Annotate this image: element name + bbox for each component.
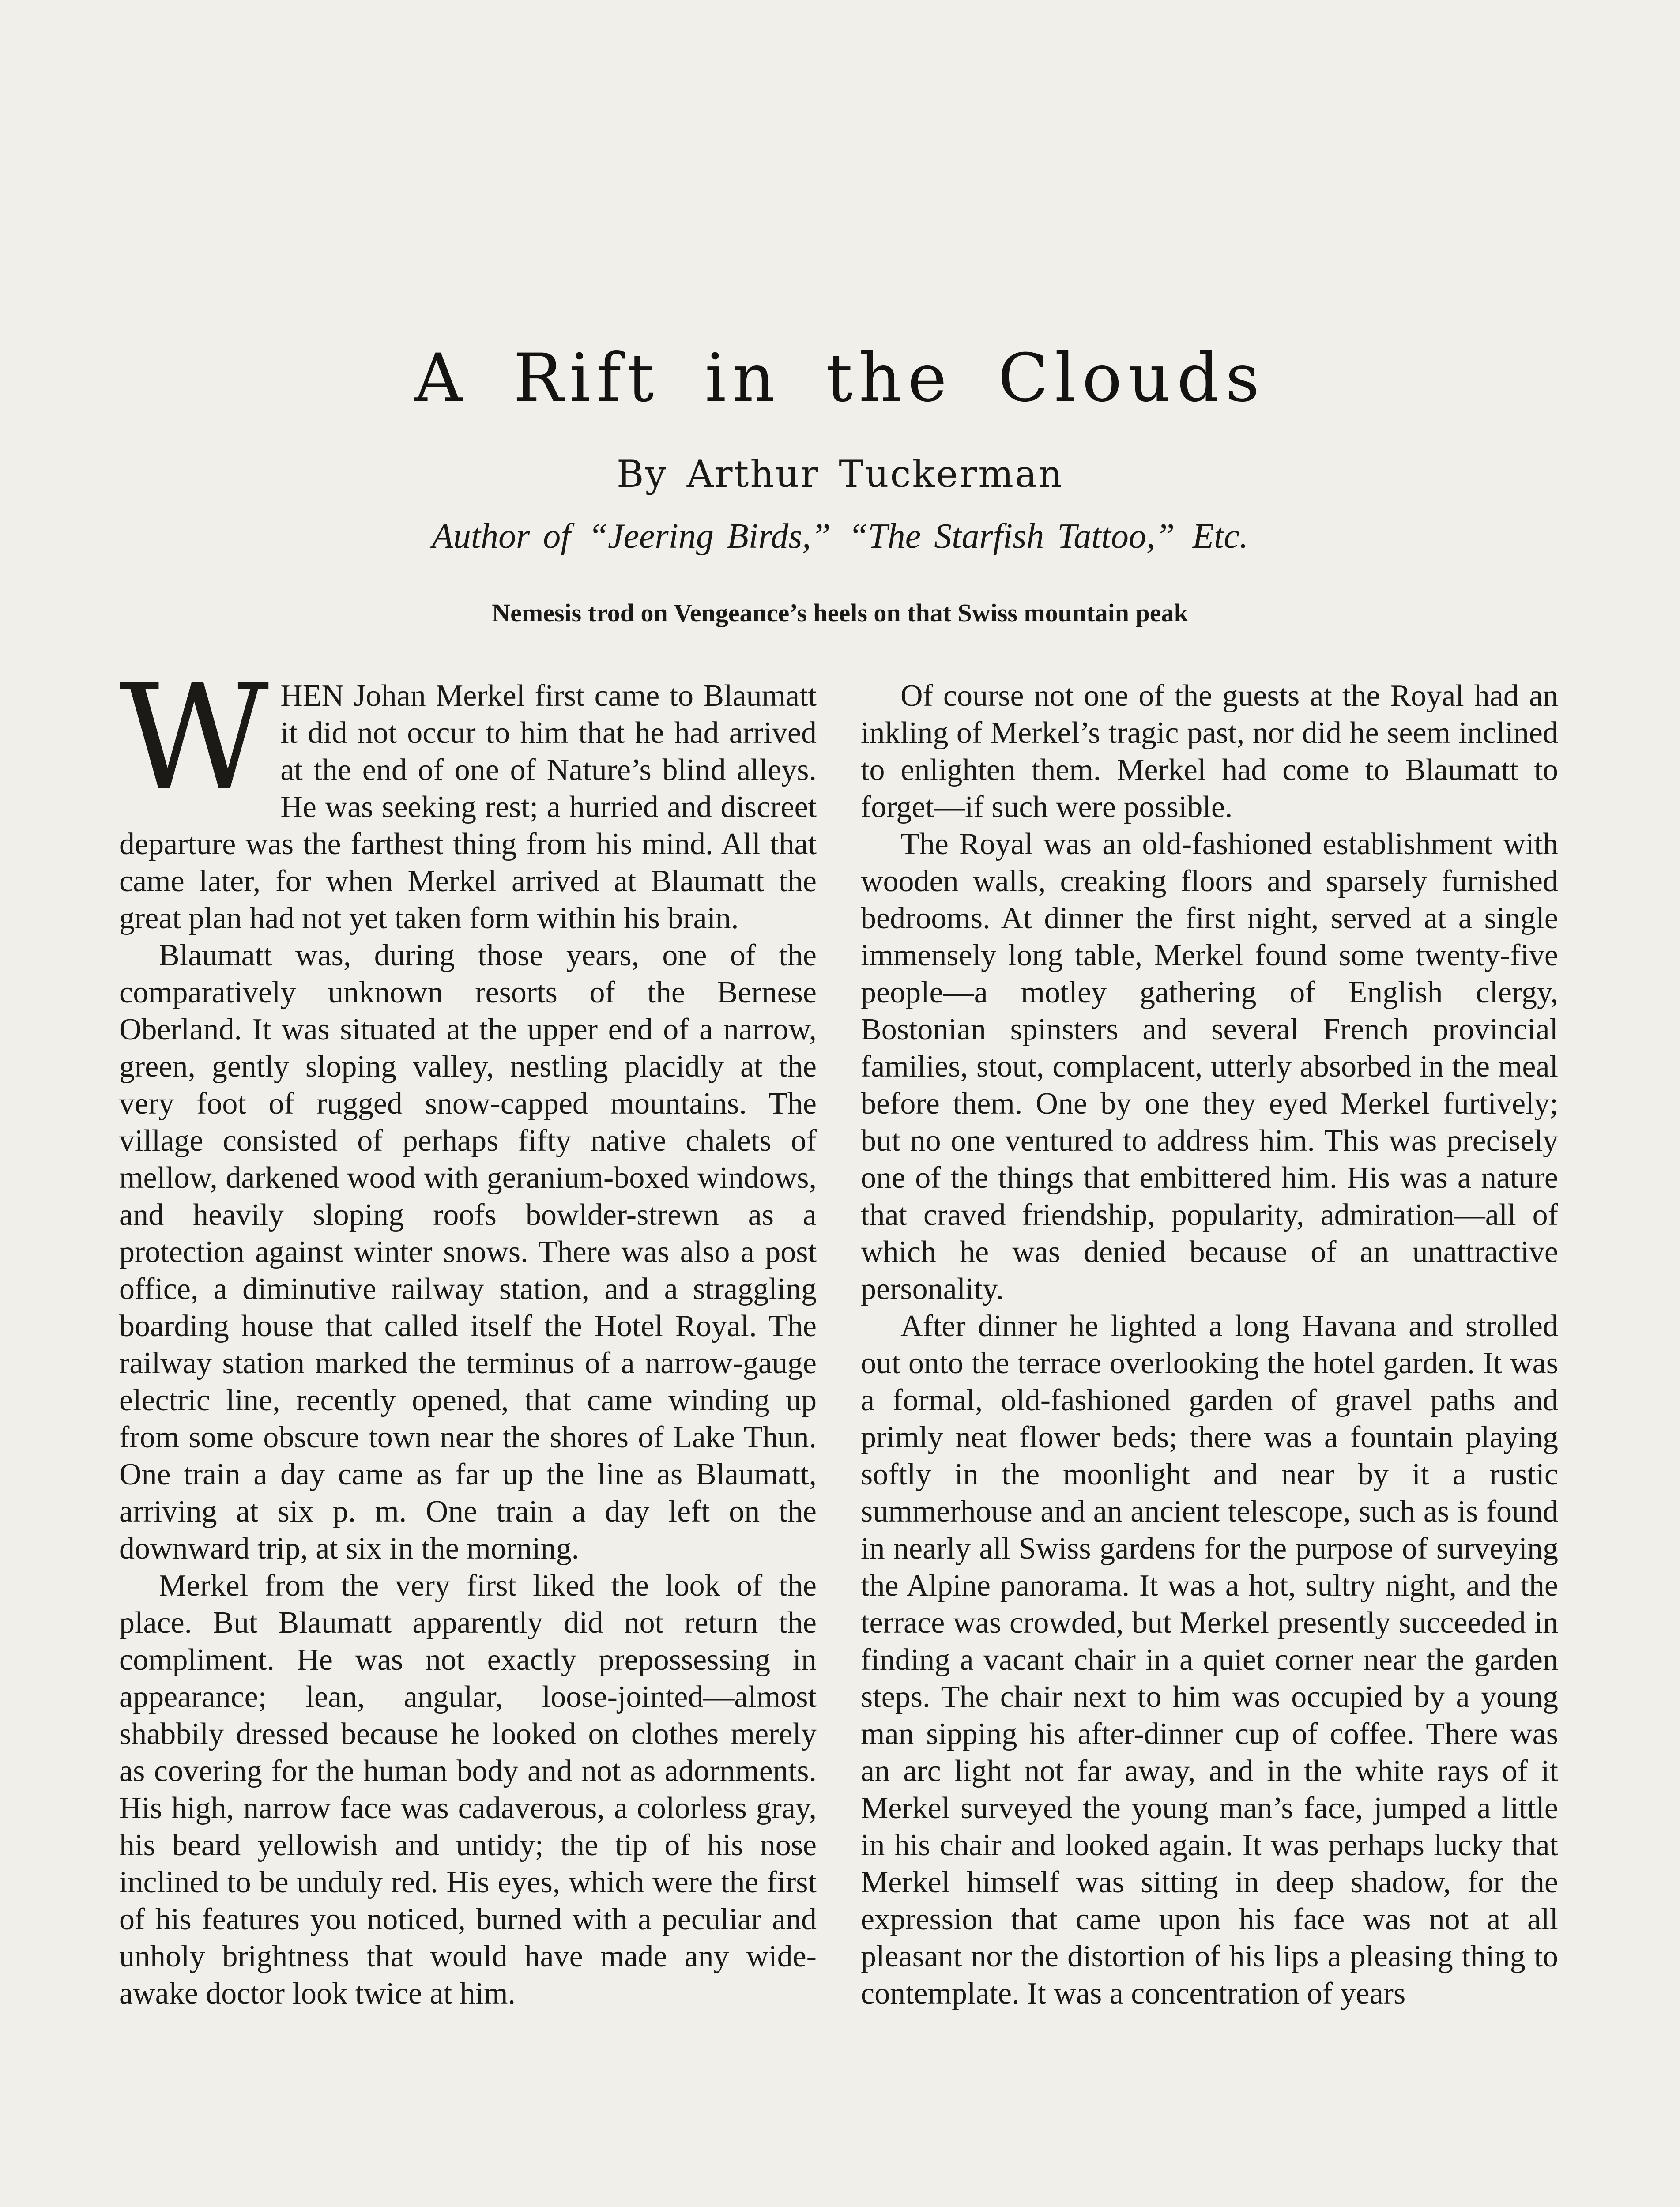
drop-cap: W xyxy=(119,653,269,822)
paragraph xyxy=(119,653,817,937)
story-blurb: Nemesis trod on Vengeance’s heels on that Swiss mountain peak xyxy=(492,599,1188,627)
paragraph: Merkel from the very first liked the look of the place. But Blaumatt apparently did not return the compliment. He was not exactly prepossessing in appearance; lean, angular, loose-jointed—almost shabbily dressed because he looked on clothes merely as covering for the human body and not as adornments. His high, narrow face was cadaverous, a colorless gray, his beard yellowish and untidy; the tip of his nose inclined to be unduly red. His eyes, which were the first of his features you noticed, burned with a peculiar and unholy brightness that would have made any wide-awake doctor look twice at him. xyxy=(119,1569,817,2011)
story-title: A Rift in the Clouds xyxy=(414,340,1266,417)
credits-work-1: “Jeering Birds,” xyxy=(588,517,831,556)
credits-prefix: Author of xyxy=(432,517,571,556)
credits-suffix: Etc. xyxy=(1192,517,1248,556)
paragraph: The Royal was an old-fashioned establishment with wooden walls, creaking floors and sparsely furnished bedrooms. At dinner the first night, served at a single immensely long table, Merkel found some twenty-five people—a motley gathering of English clergy, Bostonian spinsters and several French provincial families, stout, complacent, utterly absorbed in the meal before them. One by one they eyed Merkel furtively; but no one ventured to address him. This was precisely one of the things that embittered him. His was a nature that craved friendship, popularity, admiration—all of which he was denied because of an unattractive personality. xyxy=(861,827,1558,1306)
author-byline: By Arthur Tuckerman xyxy=(616,452,1064,496)
author-credits xyxy=(0,516,1680,557)
paragraph: Of course not one of the guests at the Royal had an inkling of Merkel’s tragic past, nor did he seem inclined to enlighten them. Merkel had come to Blaumatt to forget—if such were possible. xyxy=(861,679,1558,824)
paragraph: Blaumatt was, during those years, one of the comparatively unknown resorts of the Bernese Oberland. It was situated at the upper end of a narrow, green, gently sloping valley, nestling placidly at the very foot of rugged snow-capped mountains. The village consisted of perhaps fifty native chalets of mellow, darkened wood with geranium-boxed windows, and heavily sloping roofs bowlder-strewn as a protection against winter snows. There was also a post office, a diminutive railway station, and a straggling boarding house that called itself the Hotel Royal. The railway station marked the terminus of a narrow-gauge electric line, recently opened, that came winding up from some obscure town near the shores of Lake Thun. One train a day came as far up the line as Blaumatt, arriving at six p. m. One train a day left on the downward trip, at six in the morning. xyxy=(119,938,817,1566)
text-column-left xyxy=(119,653,817,2012)
paragraph-text: HEN Johan Merkel first came to Blaumatt it did not occur to him that he had arrived at the end of one of Nature’s blind alleys. He was seeking rest; a hurried and discreet departure was the farthest thing from his mind. All that came later, for when Merkel arrived at Blaumatt the great plan had not yet taken form within his brain. xyxy=(119,679,817,935)
paragraph: After dinner he lighted a long Havana and strolled out onto the terrace overlooking the hotel garden. It was a formal, old-fashioned garden of gravel paths and primly neat flower beds; there was a fountain playing softly in the moonlight and near by it a rustic summerhouse and an ancient telescope, such as is found in nearly all Swiss gardens for the purpose of surveying the Alpine panorama. It was a hot, sultry night, and the terrace was crowded, but Merkel presently succeeded in finding a vacant chair in a quiet corner near the garden steps. The chair next to him was occupied by a young man sipping his after-dinner cup of coffee. There was an arc light not far away, and in the white rays of it Merkel surveyed the young man’s face, jumped a little in his chair and looked again. It was perhaps lucky that Merkel himself was sitting in deep shadow, for the expression that came upon his face was not at all pleasant nor the distortion of his lips a pleasing thing to contemplate. It was a concentration of years xyxy=(861,1309,1558,2011)
credits-work-2: “The Starfish Tattoo,” xyxy=(848,517,1175,556)
text-column-right xyxy=(861,678,1558,2012)
